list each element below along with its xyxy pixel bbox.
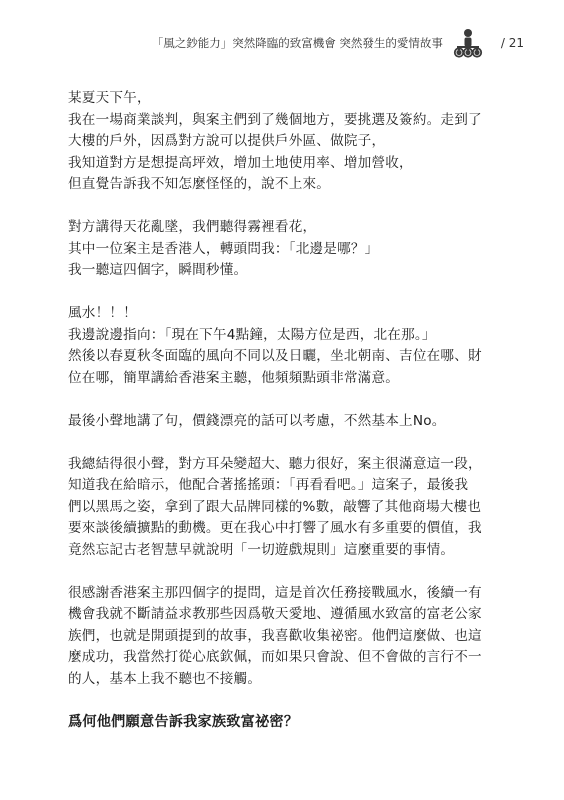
paragraph [68, 411, 520, 433]
text-line: 我知道對方是想提高坪效，增加土地使用率、增加營收， [68, 154, 413, 171]
text-line: 我在一場商業談判，與案主們到了幾個地方，要挑選及簽約。走到了 [68, 111, 482, 128]
paragraph [68, 88, 520, 196]
paragraph [68, 454, 520, 562]
text-line: 然後以春夏秋冬面臨的風向不同以及日曬，坐北朝南、吉位在哪、財 [68, 348, 482, 364]
text-line: 知道我在給暗示，他配合著搖搖頭：「再看看吧。」這案子，最後我 [68, 477, 469, 493]
text-line: 但直覺告訴我不知怎麼怪怪的，說不上來。 [68, 176, 331, 192]
text-line: 要來談後續擴點的動機。更在我心中打響了風水有多重要的價值，我 [68, 520, 482, 536]
page-number: / 21 [500, 36, 524, 50]
paragraph [68, 217, 520, 282]
section-heading: 爲何他們願意告訴我家族致富祕密？ [68, 713, 299, 730]
book-title: 「風之鈔能力」突然降臨的致富機會 突然發生的愛情故事 [151, 36, 443, 50]
text-line: 很感謝香港案主那四個字的提問，這是首次任務接戰風水，後續一有 [68, 584, 482, 601]
page-body [68, 88, 520, 733]
text-line: 我一聽這四個字，瞬間秒懂。 [68, 262, 248, 278]
text-line: 其中一位案主是香港人，轉頭問我：「北邊是哪？」 [68, 240, 379, 257]
text-line: 我邊說邊指向：「現在下午4點鐘，太陽方位是西，北在那。」 [68, 326, 436, 343]
text-line: 我總結得很小聲，對方耳朵變超大、聽力很好，案主很滿意這一段， [68, 455, 482, 472]
text-line: 竟然忘記古老智慧早就說明「一切遊戲規則」這麼重要的事情。 [68, 541, 455, 558]
text-line: 機會我就不斷請益求教那些因爲敬天愛地、遵循風水致富的富老公家 [68, 606, 482, 622]
page-header [152, 26, 524, 60]
text-line: 麼成功，我當然打從心底欽佩，而如果只會說、但不會做的言行不一 [68, 649, 482, 665]
text-line: 對方講得天花亂墜，我們聽得霧裡看花， [68, 219, 317, 235]
text-line: 某夏天下午， [68, 90, 151, 106]
text-line: 位在哪，簡單講給香港案主聽，他頻頻點頭非常滿意。 [68, 369, 400, 386]
text-line: 們以黑馬之姿，拿到了跟大品牌同樣的%數，敲響了其他商場大樓也 [68, 498, 482, 515]
text-line: 族們，也就是開頭提到的故事，我喜歡收集祕密。他們這麼做、也這 [68, 627, 482, 644]
text-line: 最後小聲地講了句，價錢漂亮的話可以考慮，不然基本上No。 [68, 412, 446, 429]
paragraph [68, 303, 520, 389]
text-line: 大樓的戶外，因爲對方說可以提供戶外區、做院子， [68, 133, 386, 149]
family-tree-logo-icon [451, 28, 485, 58]
text-line: 的人，基本上我不聽也不接觸。 [68, 670, 262, 687]
text-line: 風水！！！ [68, 305, 137, 321]
paragraph [68, 583, 520, 691]
